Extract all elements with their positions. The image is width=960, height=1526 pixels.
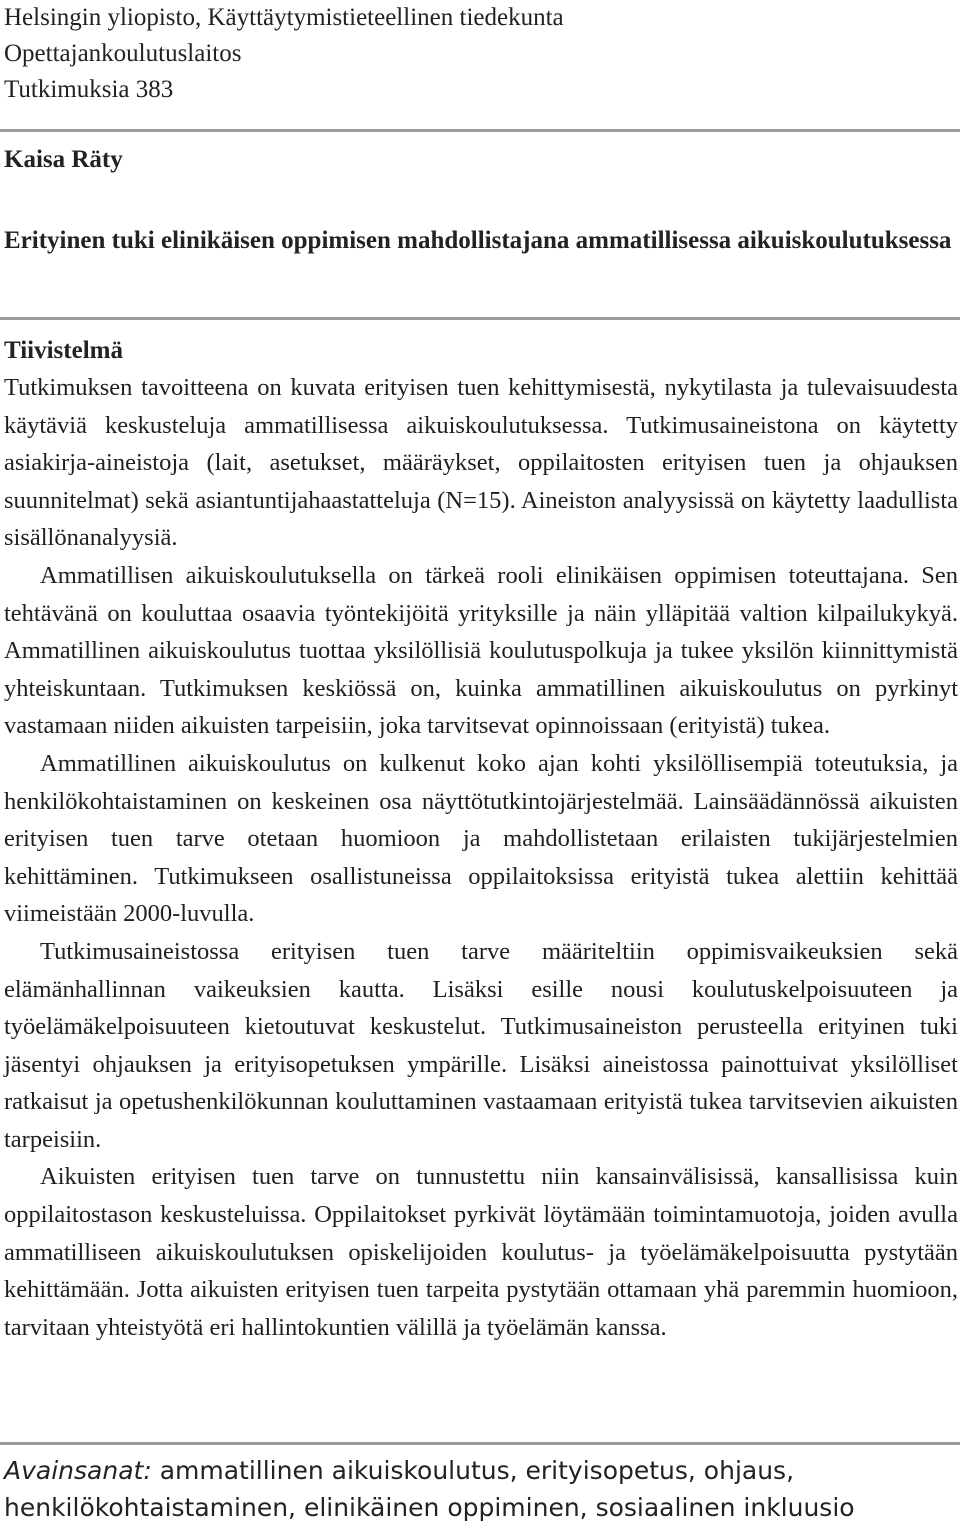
divider-top (0, 129, 960, 132)
publication-header (4, 0, 959, 108)
document-page (4, 0, 959, 108)
series-number: Tutkimuksia 383 (4, 76, 174, 103)
keywords-label: Avainsanat: (4, 1456, 152, 1485)
abstract-heading: Tiivistelmä (4, 337, 123, 364)
keywords-text: ammatillinen aikuiskoulutus, erityisopetus, ohjaus, henkilökohtaistaminen, elinikäinen oppiminen, sosiaalinen inkluusio (4, 1456, 855, 1522)
university-faculty: Helsingin yliopisto, Käyttäytymistieteellinen tiedekunta (4, 4, 564, 31)
abstract-paragraph: Tutkimusaineistossa erityisen tuen tarve määriteltiin oppimisvaikeuksien sekä elämänhallinnan vaikeuksien kautta. Lisäksi esille nousi koulutuskelpoisuuteen ja työelämäkelpoisuuteen kietoutuvat keskustelut. Tutkimusaineiston perusteella erityinen tuki jäsentyi ohjauksen ja erityisopetuksen ympärille. Lisäksi aineistossa painottuivat yksilölliset ratkaisut ja opetushenkilökunnan kouluttaminen vastaamaan erityistä tukea tarvitsevien aikuisten tarpeisiin. (4, 937, 958, 1153)
abstract-paragraph: Tutkimuksen tavoitteena on kuvata erityisen tuen kehittymisestä, nykytilasta ja tulevaisuudesta käytäviä keskusteluja ammatillisessa aikuiskoulutuksessa. Tutkimusaineistona on käytetty asiakirja-aineistoja (lait, asetukset, määräykset, oppilaitosten erityisen tuen ja ohjauksen suunnitelmat) sekä asiantuntijahaastatteluja (N=15). Aineiston analyysissä on käytetty laadullista sisällönanalyysiä. (4, 374, 958, 552)
divider-bottom (0, 1442, 960, 1445)
abstract-paragraph: Aikuisten erityisen tuen tarve on tunnustettu niin kansainvälisissä, kansallisissa kuin oppilaitostason keskusteluissa. Oppilaitokset pyrkivät löytämään toimintamuotoja, joiden avulla ammatilliseen aikuiskoulutuksen opiskelijoiden koulutus- ja työelämäkelpoisuutta pystytään kehittämään. Jotta aikuisten erityisen tuen tarpeita pystytään ottamaan yhä paremmin huomioon, tarvitaan yhteistyötä eri hallintokuntien välillä ja työelämän kanssa. (4, 1163, 958, 1341)
document-title: Erityinen tuki elinikäisen oppimisen mahdollistajana ammatillisessa aikuiskoulutuksessa (4, 227, 952, 254)
divider-middle (0, 317, 960, 320)
abstract-paragraph: Ammatillinen aikuiskoulutus on kulkenut koko ajan kohti yksilöllisempiä toteutuksia, ja henkilökohtaistaminen on keskeinen osa näyttötutkintojärjestelmää. Lainsäädännössä aikuisten erityisen tuen tarve otetaan huomioon ja mahdollistetaan erilaisten tukijärjestelmien kehittäminen. Tutkimukseen osallistuneissa oppilaitoksissa erityistä tukea alettiin kehittää viimeistään 2000-luvulla. (4, 749, 958, 928)
keywords (4, 1452, 954, 1526)
abstract-paragraph: Ammatillisen aikuiskoulutuksella on tärkeä rooli elinikäisen oppimisen toteuttajana. Sen tehtävänä on kouluttaa osaavia työntekijöitä yrityksille ja näin ylläpitää valtion kilpailukykyä. Ammatillinen aikuiskoulutus tuottaa yksilöllisiä koulutuspolkuja ja tukee yksilön kiinnittymistä yhteiskuntaan. Tutkimuksen keskiössä on, kuinka ammatillinen aikuiskoulutus on pyrkinyt vastamaan niiden aikuisten tarpeisiin, joka tarvitsevat opinnoissaan (erityistä) tukea. (4, 561, 958, 740)
abstract-section (4, 333, 958, 1346)
author-name: Kaisa Räty (4, 146, 123, 173)
department: Opettajankoulutuslaitos (4, 40, 242, 67)
